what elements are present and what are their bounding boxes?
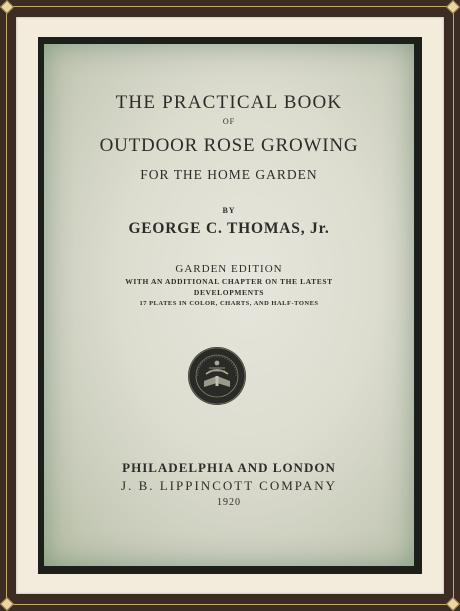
publisher-name: J. B. LIPPINCOTT COMPANY — [121, 478, 337, 493]
publication-place: PHILADELPHIA AND LONDON — [122, 460, 336, 475]
edition-name: GARDEN EDITION — [175, 263, 283, 275]
title-line-3: FOR THE HOME GARDEN — [140, 167, 318, 182]
plates-note: 17 PLATES IN COLOR, CHARTS, AND HALF-TONES — [139, 300, 319, 307]
publisher-seal-icon — [187, 346, 247, 406]
title-page — [44, 44, 414, 566]
edition-note-line-1: WITH AN ADDITIONAL CHAPTER ON THE LATEST — [125, 277, 333, 286]
title-line-1: THE PRACTICAL BOOK — [115, 92, 343, 113]
edition-note-line-2: DEVELOPMENTS — [193, 288, 265, 297]
author-name: GEORGE C. THOMAS, Jr. — [128, 220, 330, 237]
publication-year: 1920 — [217, 497, 241, 508]
title-of: OF — [222, 117, 236, 126]
title-line-2: OUTDOOR ROSE GROWING — [99, 135, 359, 156]
by-line: BY — [222, 206, 236, 215]
